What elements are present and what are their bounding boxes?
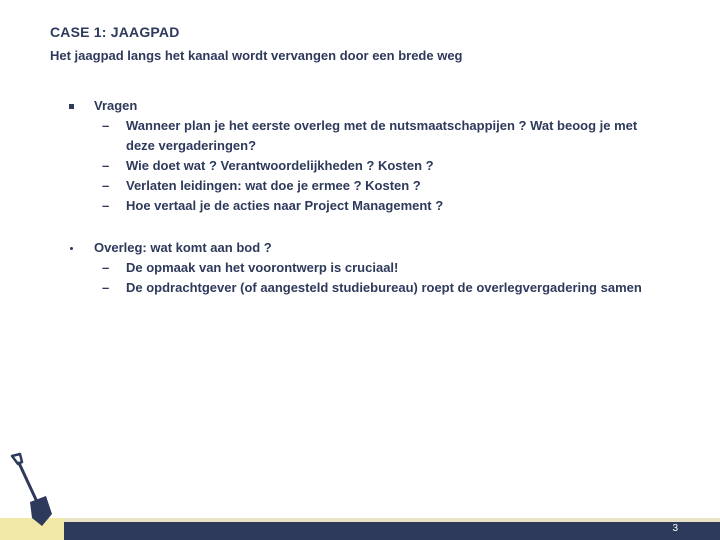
list-item: – De opmaak van het voorontwerp is cruciaal! (102, 258, 646, 278)
bullet-list (68, 96, 668, 314)
bullet-label: Vragen (94, 98, 138, 113)
shovel-icon (6, 452, 62, 532)
list-item: – Verlaten leidingen: wat doe je ermee ? Kosten ? (102, 176, 646, 196)
dash-marker: – (102, 118, 110, 133)
sub-list (68, 258, 668, 298)
list-item: – Wie doet wat ? Verantwoordelijkheden ? Kosten ? (102, 156, 646, 176)
list-item: – Wanneer plan je het eerste overleg met de nutsmaatschappijen ? Wat beoog je met deze vergaderingen? (102, 118, 638, 153)
page-number: 3 (672, 523, 678, 534)
slide-subtitle: Het jaagpad langs het kanaal wordt vervangen door een brede weg (50, 48, 463, 63)
dash-marker: – (102, 280, 110, 295)
slide-title: CASE 1: JAAGPAD (50, 24, 180, 40)
bullet-label: Overleg: wat komt aan bod ? (94, 240, 272, 255)
bullet-overleg (68, 238, 668, 298)
dash-marker: – (102, 158, 110, 173)
list-item: – Hoe vertaal je de acties naar Project Management ? (102, 196, 646, 216)
sub-list (68, 116, 668, 216)
dash-marker: – (102, 260, 110, 275)
bullet-vragen (68, 96, 668, 216)
footer-bar (0, 522, 720, 540)
dash-marker: – (102, 178, 110, 193)
list-item: – De opdrachtgever (of aangesteld studiebureau) roept de overlegvergadering samen (102, 278, 646, 298)
dash-marker: – (102, 198, 110, 213)
